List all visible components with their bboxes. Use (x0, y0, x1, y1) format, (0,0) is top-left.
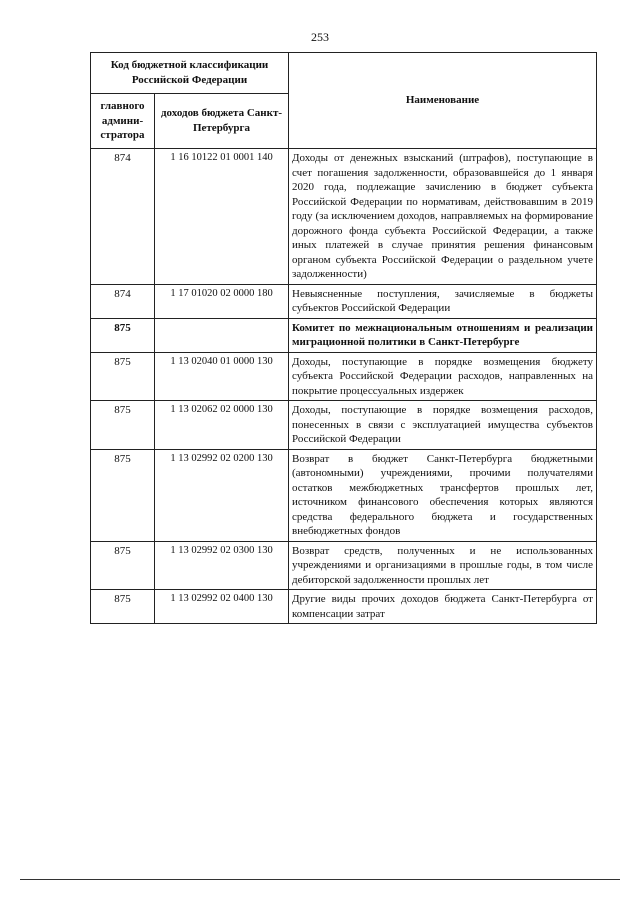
income-code-cell (155, 318, 289, 352)
page-number: 253 (311, 30, 329, 44)
table-row (91, 401, 597, 450)
committee-name-cell: Комитет по межнациональным отношениям и реализации миграционной политики в Санкт-Петербурге (289, 318, 597, 352)
name-cell: Доходы, поступающие в порядке возмещения бюджету субъекта Российской Федерации расходов, направленных на покрытие процессуальных издержек (289, 352, 597, 401)
income-code-cell: 1 13 02992 02 0200 130 (155, 449, 289, 541)
income-code-cell: 1 13 02040 01 0000 130 (155, 352, 289, 401)
table-row (91, 541, 597, 590)
header-name: Наименование (289, 53, 597, 149)
admin-code-cell: 874 (91, 284, 155, 318)
table-row (91, 149, 597, 285)
name-cell: Возврат в бюджет Санкт-Петербурга бюджетными (автономными) учреждениями, прочими получателями остатков межбюджетных трансфертов прошлых лет, источником финансового обеспечения которых являются средства федерального бюджета и государственных внебюджетных фондов (289, 449, 597, 541)
table-row (91, 449, 597, 541)
income-code-cell: 1 13 02992 02 0300 130 (155, 541, 289, 590)
table-row (91, 284, 597, 318)
admin-code-cell: 874 (91, 149, 155, 285)
admin-code-cell: 875 (91, 318, 155, 352)
admin-code-cell: 875 (91, 449, 155, 541)
admin-code-cell: 875 (91, 401, 155, 450)
admin-code-cell: 875 (91, 541, 155, 590)
name-cell: Возврат средств, полученных и не использованных учреждениями и организациями в прошлые годы, в том числе дебиторской задолженности прошлых лет (289, 541, 597, 590)
income-code-cell: 1 13 02062 02 0000 130 (155, 401, 289, 450)
bottom-divider (20, 879, 620, 880)
table-row-committee (91, 318, 597, 352)
name-cell: Невыясненные поступления, зачисляемые в бюджеты субъектов Российской Федерации (289, 284, 597, 318)
table-row (91, 352, 597, 401)
name-cell: Доходы от денежных взысканий (штрафов), поступающие в счет погашения задолженности, образовавшейся до 1 января 2020 года, подлежащие зачислению в бюджет субъекта Российской Федерации по нормативам, действовавшим в 2019 году (за исключением доходов, направляемых на формирование дорожного фонда субъекта Российской Федерации, а также иных платежей в случае принятия решения финансовым органом субъекта Российской Федерации о раздельном учете задолженности) (289, 149, 597, 285)
name-cell: Доходы, поступающие в порядке возмещения расходов, понесенных в связи с эксплуатацией имущества субъектов Российской Федерации (289, 401, 597, 450)
header-admin: главного админи-стратора (91, 94, 155, 149)
header-row-1 (91, 53, 597, 94)
header-code-group: Код бюджетной классификации Российской Федерации (91, 53, 289, 94)
budget-classification-table (90, 52, 597, 624)
income-code-cell: 1 17 01020 02 0000 180 (155, 284, 289, 318)
table-row (91, 590, 597, 624)
name-cell: Другие виды прочих доходов бюджета Санкт-Петербурга от компенсации затрат (289, 590, 597, 624)
admin-code-cell: 875 (91, 590, 155, 624)
admin-code-cell: 875 (91, 352, 155, 401)
header-income: доходов бюджета Санкт-Петербурга (155, 94, 289, 149)
income-code-cell: 1 13 02992 02 0400 130 (155, 590, 289, 624)
income-code-cell: 1 16 10122 01 0001 140 (155, 149, 289, 285)
